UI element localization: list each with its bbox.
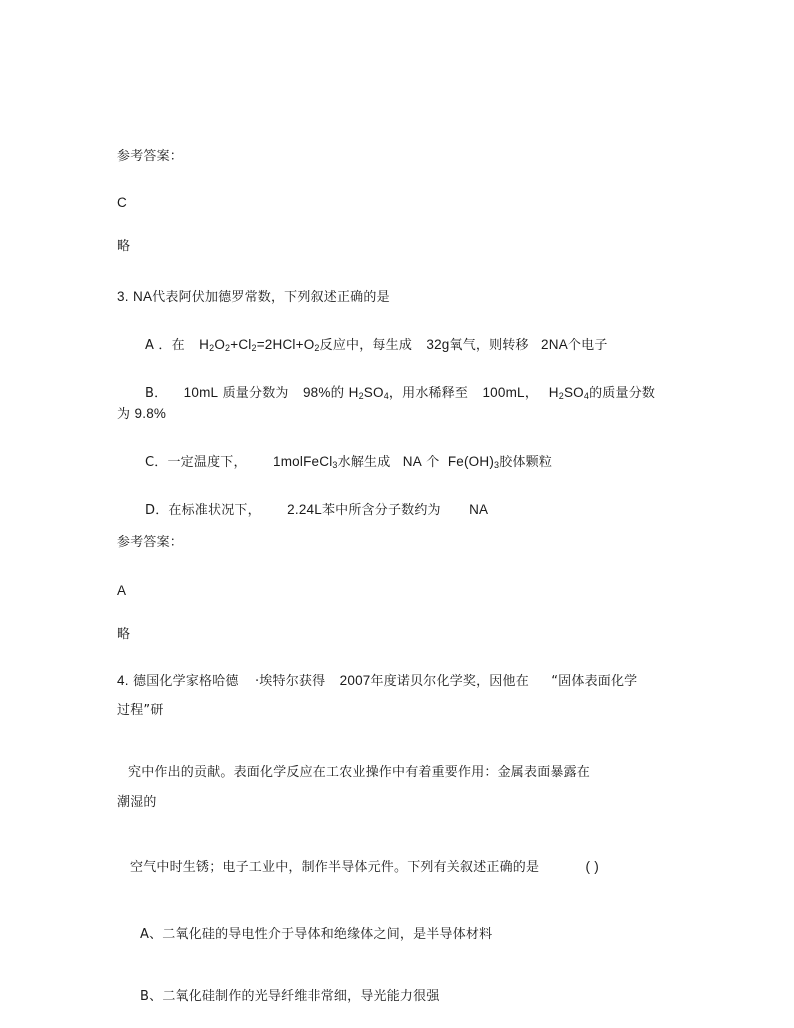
question-4-line-5: 空气中时生锈；电子工业中，制作半导体元件。下列有关叙述正确的是 ( ) <box>130 859 599 875</box>
avogadro-symbol: NA <box>133 289 153 304</box>
option-label: B． <box>145 386 168 401</box>
formula: 1molFeCl$_3$ <box>273 454 338 470</box>
answer-heading-2: 参考答案： <box>117 535 184 550</box>
option-text: 反应中，每生成 <box>319 338 413 353</box>
option-text: 个 <box>426 455 440 470</box>
mass-value: 32g <box>426 337 450 352</box>
option-label: A ．在 <box>145 338 185 353</box>
avogadro-symbol: NA <box>469 502 489 517</box>
option-text: 氧气，则转移 <box>449 338 529 353</box>
formula: $H_2SO_4$ <box>548 385 590 401</box>
answer-note-2: 略 <box>117 627 131 642</box>
question-3-option-c <box>145 455 552 469</box>
question-3-option-b <box>145 386 655 400</box>
volume-value: 10mL <box>183 385 219 400</box>
question-3-option-d <box>145 503 488 517</box>
question-3-stem <box>117 290 390 304</box>
answer-value-1: C <box>117 195 127 210</box>
question-3-option-a <box>145 338 608 352</box>
question-4-option-b: B、二氧化硅制作的光导纤维非常细，导光能力很强 <box>140 989 440 1004</box>
question-number: 3. <box>117 289 129 304</box>
formula: $H_2SO_4$ <box>348 385 389 401</box>
option-label: D．在标准状况下， <box>145 503 261 518</box>
formula: $H_2O_2+Cl_2=2HCl+O_2$ <box>199 337 320 353</box>
option-text: 质量分数为 <box>222 386 289 401</box>
result-value: 9.8% <box>134 406 167 421</box>
question-4-option-a: A、二氧化硅的导电性介于导体和绝缘体之间，是半导体材料 <box>140 927 493 942</box>
electron-count: 2NA <box>541 337 568 352</box>
question-3-option-b-cont: 为 9.8% <box>117 406 167 422</box>
question-4-line-2: 过程”研 <box>117 703 164 718</box>
avogadro-symbol: NA <box>402 454 422 469</box>
answer-blank: ( ) <box>585 859 599 874</box>
option-text: ，用水稀释至 <box>388 386 469 401</box>
option-text: 胶体颗粒 <box>499 455 553 470</box>
option-text: 水解生成 <box>337 455 391 470</box>
option-text: 苯中所含分子数约为 <box>321 503 441 518</box>
question-4-line-3: 究中作出的贡献。表面化学反应在工农业操作中有着重要作用：金属表面暴露在 <box>128 765 591 780</box>
question-4-line-1: 4. 德国化学家格哈德 ·埃特尔获得 2007年度诺贝尔化学奖，因他在 “固体表面化学 <box>117 673 638 689</box>
question-text: 代表阿伏加德罗常数，下列叙述正确的是 <box>152 290 390 305</box>
formula: $Fe(OH)_3$ <box>447 454 500 470</box>
option-text: 个电子 <box>567 338 608 353</box>
answer-value-2: A <box>117 583 127 598</box>
option-text: 的质量分数 <box>589 386 656 401</box>
year-value: 2007 <box>339 673 371 688</box>
percent-value: 98%的 <box>302 385 345 400</box>
option-label: C．一定温度下， <box>145 455 247 470</box>
question-number: 4. <box>117 673 129 688</box>
question-4-line-4: 潮湿的 <box>117 795 157 810</box>
volume-value: 2.24L <box>287 502 322 517</box>
volume-value: 100mL， <box>482 385 539 400</box>
answer-heading-1: 参考答案： <box>117 149 184 164</box>
answer-note-1: 略 <box>117 239 131 254</box>
